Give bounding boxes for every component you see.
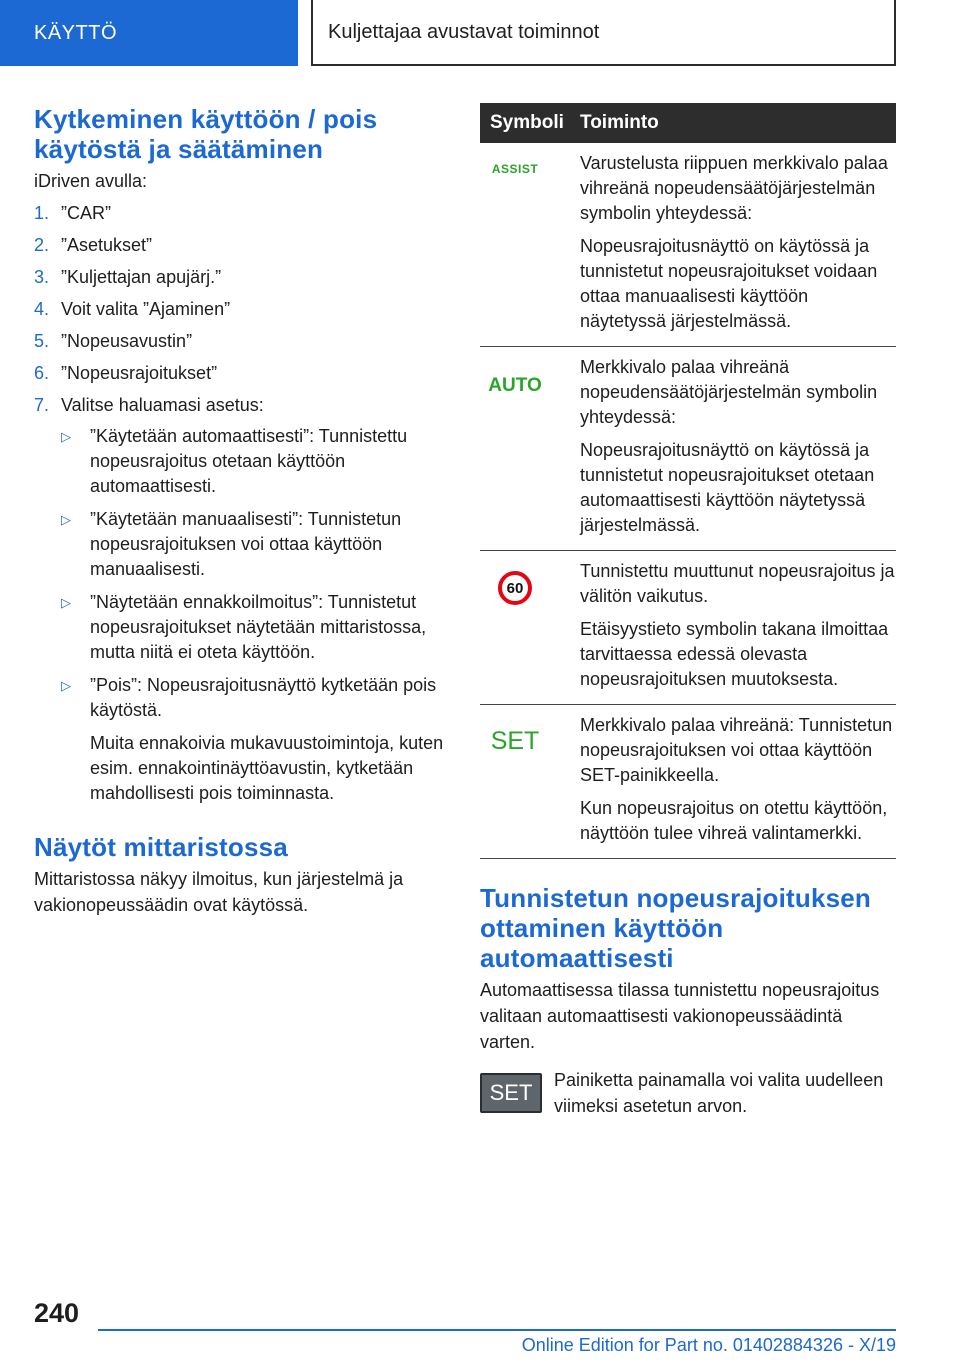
option-note: Muita ennakoivia mukavuustoimintoja, kuten esim. ennakointinäyttöavustin, kytketään mahdollisesti pois toiminnasta. — [90, 733, 444, 803]
step-text: ”Kuljettajan apujärj.” — [61, 267, 222, 287]
assist-indicator-icon: ASSIST — [491, 162, 539, 176]
cluster-display-text: Mittaristossa näkyy ilmoitus, kun järjestelmä ja vakionopeussäädin ovat käytössä. — [34, 869, 404, 915]
table-row — [480, 347, 896, 551]
table-row — [480, 551, 896, 705]
step-list — [34, 200, 450, 418]
list-item — [61, 507, 450, 582]
footer-divider — [98, 1329, 896, 1331]
page-header — [0, 0, 960, 66]
list-item — [61, 673, 450, 806]
option-text: ”Käytetään automaattisesti”: Tunnistettu nopeusrajoitus otetaan käyttöön automaattisesti. — [90, 426, 408, 496]
table-row — [480, 143, 896, 347]
option-text: ”Näytetään ennakkoilmoitus”: Tunnistetut nopeusrajoitukset näytetään mittaristossa, mutta niitä ei oteta käyttöön. — [90, 592, 427, 662]
auto-indicator-icon: AUTO — [488, 375, 542, 396]
list-item — [61, 590, 450, 665]
step-number: 2. — [34, 235, 50, 255]
set-indicator-icon: SET — [490, 727, 540, 755]
triangle-bullet-icon: ▷ — [61, 512, 71, 527]
heading-auto-apply: Tunnistetun nopeusrajoituksen ottaminen käyttöön automaattisesti — [480, 883, 872, 973]
heading-activation: Kytkeminen käyttöön / pois käytöstä ja säätäminen — [34, 104, 378, 164]
symbol-table — [480, 103, 896, 859]
step-text: ”Nopeusavustin” — [61, 331, 193, 351]
table-cell: Merkkivalo palaa vihreänä nopeudensäätöjärjestelmän symbolin yhteydessä: — [580, 357, 878, 427]
set-button-text: Painiketta painamalla voi valita uudelleen viimeksi asetetun arvon. — [554, 1070, 884, 1116]
table-header-row — [480, 103, 896, 143]
step-number: 6. — [34, 363, 50, 383]
intro-text: iDriven avulla: — [34, 171, 148, 191]
list-item — [34, 296, 450, 322]
left-column — [34, 104, 450, 918]
list-item — [34, 392, 450, 418]
section-cluster-display — [34, 832, 450, 918]
step-text: ”Asetukset” — [61, 235, 153, 255]
step-text: ”Nopeusrajoitukset” — [61, 363, 218, 383]
auto-apply-text: Automaattisessa tilassa tunnistettu nopeusrajoitus valitaan automaattisesti vakionopeussäädintä varten. — [480, 980, 880, 1052]
chapter-title: Kuljettajaa avustavat toiminnot — [311, 0, 896, 66]
step-text: Valitse haluamasi asetus: — [61, 395, 264, 415]
step-number: 5. — [34, 331, 50, 351]
edition-footer: Online Edition for Part no. 01402884326 - X/19 — [521, 1335, 896, 1355]
table-cell: Tunnistettu muuttunut nopeusrajoitus ja välitön vaikutus. — [580, 561, 895, 606]
column-header-symbol: Symboli — [480, 103, 580, 143]
step-text: ”CAR” — [61, 203, 111, 223]
option-text: ”Käytetään manuaalisesti”: Tunnistetun nopeusrajoituksen voi ottaa käyttöön manuaalisesti. — [90, 509, 402, 579]
list-item — [34, 264, 450, 290]
table-row — [480, 705, 896, 859]
section-tab: KÄYTTÖ — [0, 0, 298, 66]
table-cell: Kun nopeusrajoitus on otettu käyttöön, näyttöön tulee vihreä valintamerkki. — [580, 798, 888, 843]
option-text: ”Pois”: Nopeusrajoitusnäyttö kytketään pois käytöstä. — [90, 675, 437, 720]
step-number: 1. — [34, 203, 50, 223]
right-column — [480, 103, 896, 1119]
page-number: 240 — [34, 1298, 80, 1328]
step-number: 3. — [34, 267, 50, 287]
table-cell: Nopeusrajoitusnäyttö on käytössä ja tunnistetut nopeusrajoitukset otetaan automaattisesti käyttöön näytetyssä järjestelmässä. — [580, 440, 875, 535]
speed-limit-sign-icon: 60 — [498, 571, 532, 605]
heading-cluster-display: Näytöt mittaristossa — [34, 832, 288, 862]
set-button-icon: SET — [480, 1073, 542, 1113]
table-cell: Merkkivalo palaa vihreänä: Tunnistetun nopeusrajoituksen voi ottaa käyttöön SET-painikkeella. — [580, 715, 893, 785]
step-text: Voit valita ”Ajaminen” — [61, 299, 231, 319]
section-auto-apply — [480, 883, 896, 1119]
list-item — [34, 360, 450, 386]
list-item — [34, 232, 450, 258]
column-header-function: Toiminto — [580, 103, 896, 143]
list-item — [34, 200, 450, 226]
set-button-row — [480, 1067, 896, 1119]
triangle-bullet-icon: ▷ — [61, 429, 71, 444]
table-cell: Etäisyystieto symbolin takana ilmoittaa tarvittaessa edessä olevasta nopeusrajoituksen muutoksesta. — [580, 619, 889, 689]
option-list — [61, 424, 450, 806]
triangle-bullet-icon: ▷ — [61, 595, 71, 610]
list-item — [61, 424, 450, 499]
table-cell: Nopeusrajoitusnäyttö on käytössä ja tunnistetut nopeusrajoitukset voidaan ottaa manuaalisesti käyttöön näytetyssä järjestelmässä. — [580, 236, 878, 331]
table-cell: Varustelusta riippuen merkkivalo palaa vihreänä nopeudensäätöjärjestelmän symbolin yhteydessä: — [580, 153, 888, 223]
list-item — [34, 328, 450, 354]
step-number: 4. — [34, 299, 50, 319]
step-number: 7. — [34, 395, 50, 415]
triangle-bullet-icon: ▷ — [61, 678, 71, 693]
